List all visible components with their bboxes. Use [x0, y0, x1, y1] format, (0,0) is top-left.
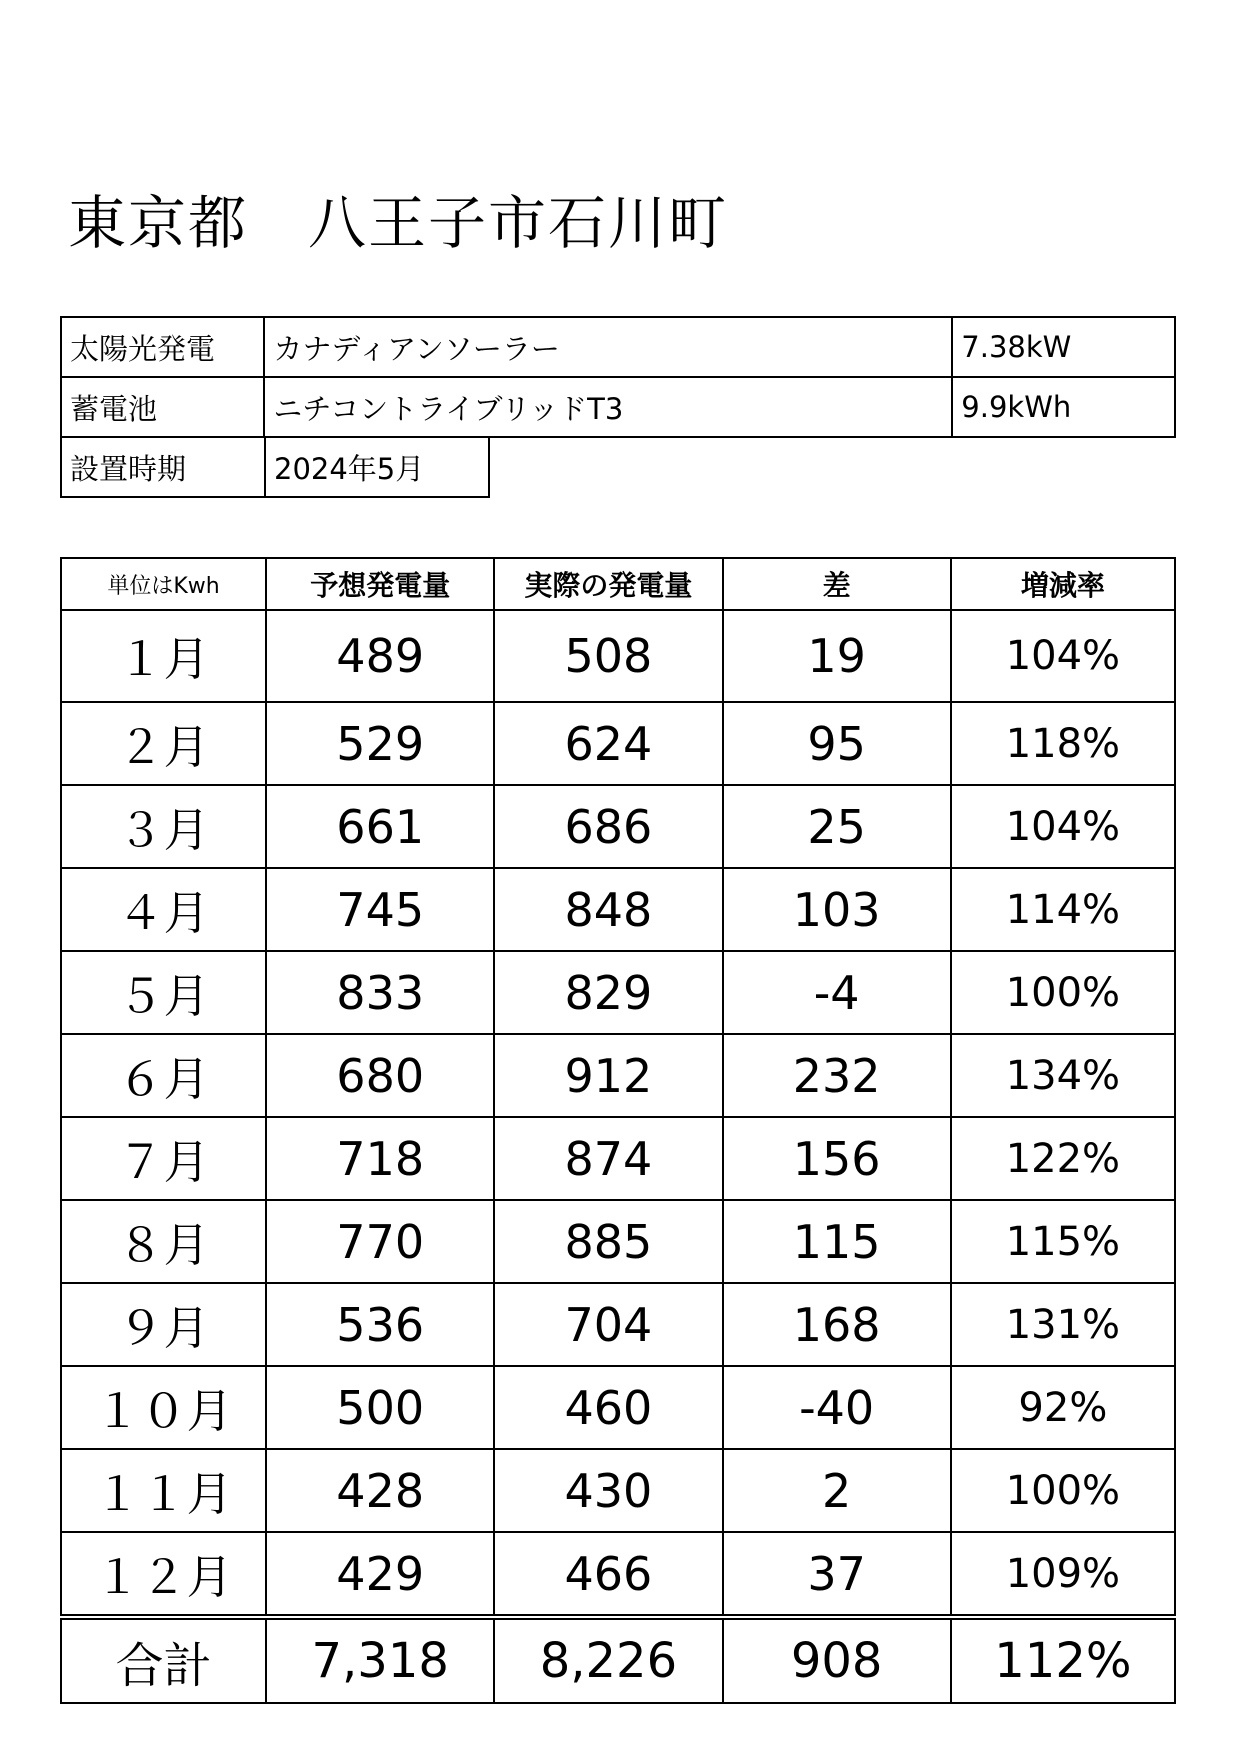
- battery-maker: ニチコントライブリッドT3: [264, 377, 952, 437]
- expected-cell: 529: [266, 702, 494, 785]
- diff-cell: -4: [723, 951, 951, 1034]
- month-cell: ８月: [61, 1200, 266, 1283]
- rate-cell: 92%: [951, 1366, 1175, 1449]
- expected-cell: 745: [266, 868, 494, 951]
- solar-capacity: 7.38kW: [952, 317, 1175, 377]
- expected-cell: 536: [266, 1283, 494, 1366]
- actual-cell: 466: [494, 1532, 722, 1617]
- install-row: [61, 437, 489, 497]
- table-row: [61, 1283, 1175, 1366]
- actual-cell: 686: [494, 785, 722, 868]
- rate-cell: 131%: [951, 1283, 1175, 1366]
- expected-cell: 833: [266, 951, 494, 1034]
- actual-cell: 508: [494, 610, 722, 702]
- total-expected: 7,318: [266, 1617, 494, 1703]
- total-actual: 8,226: [494, 1617, 722, 1703]
- header-actual: 実際の発電量: [494, 558, 722, 610]
- expected-cell: 489: [266, 610, 494, 702]
- rate-cell: 122%: [951, 1117, 1175, 1200]
- header-unit: 単位はKwh: [61, 558, 266, 610]
- battery-capacity: 9.9kWh: [952, 377, 1175, 437]
- table-row: [61, 1449, 1175, 1532]
- expected-cell: 770: [266, 1200, 494, 1283]
- diff-cell: 168: [723, 1283, 951, 1366]
- rate-cell: 100%: [951, 951, 1175, 1034]
- install-label: 設置時期: [61, 437, 265, 497]
- actual-cell: 874: [494, 1117, 722, 1200]
- month-cell: ４月: [61, 868, 266, 951]
- page-title: 東京都 八王子市石川町: [68, 189, 729, 257]
- install-table: [60, 436, 490, 498]
- header-expected: 予想発電量: [266, 558, 494, 610]
- month-cell: １２月: [61, 1532, 266, 1617]
- table-header: [61, 558, 1175, 610]
- month-cell: ６月: [61, 1034, 266, 1117]
- expected-cell: 718: [266, 1117, 494, 1200]
- diff-cell: 103: [723, 868, 951, 951]
- system-info-table: [60, 316, 1176, 438]
- expected-cell: 680: [266, 1034, 494, 1117]
- total-label: 合計: [61, 1617, 266, 1703]
- rate-cell: 100%: [951, 1449, 1175, 1532]
- diff-cell: 2: [723, 1449, 951, 1532]
- rate-cell: 134%: [951, 1034, 1175, 1117]
- generation-table: [60, 557, 1176, 1704]
- total-rate: 112%: [951, 1617, 1175, 1703]
- expected-cell: 428: [266, 1449, 494, 1532]
- actual-cell: 460: [494, 1366, 722, 1449]
- header-rate: 増減率: [951, 558, 1175, 610]
- actual-cell: 430: [494, 1449, 722, 1532]
- rate-cell: 115%: [951, 1200, 1175, 1283]
- table-row: [61, 702, 1175, 785]
- total-row: [61, 1617, 1175, 1703]
- month-cell: １月: [61, 610, 266, 702]
- battery-row: [61, 377, 1175, 437]
- table-row: [61, 610, 1175, 702]
- diff-cell: 232: [723, 1034, 951, 1117]
- month-cell: ５月: [61, 951, 266, 1034]
- rate-cell: 104%: [951, 610, 1175, 702]
- month-cell: ２月: [61, 702, 266, 785]
- diff-cell: -40: [723, 1366, 951, 1449]
- actual-cell: 848: [494, 868, 722, 951]
- table-row: [61, 1117, 1175, 1200]
- battery-label: 蓄電池: [61, 377, 264, 437]
- rate-cell: 104%: [951, 785, 1175, 868]
- expected-cell: 429: [266, 1532, 494, 1617]
- rate-cell: 109%: [951, 1532, 1175, 1617]
- solar-label: 太陽光発電: [61, 317, 264, 377]
- expected-cell: 661: [266, 785, 494, 868]
- rate-cell: 118%: [951, 702, 1175, 785]
- month-cell: ７月: [61, 1117, 266, 1200]
- table-row: [61, 868, 1175, 951]
- diff-cell: 156: [723, 1117, 951, 1200]
- table-row: [61, 1034, 1175, 1117]
- month-cell: １０月: [61, 1366, 266, 1449]
- diff-cell: 95: [723, 702, 951, 785]
- table-row: [61, 1532, 1175, 1617]
- diff-cell: 19: [723, 610, 951, 702]
- month-cell: １１月: [61, 1449, 266, 1532]
- table-row: [61, 1366, 1175, 1449]
- actual-cell: 829: [494, 951, 722, 1034]
- table-row: [61, 785, 1175, 868]
- expected-cell: 500: [266, 1366, 494, 1449]
- actual-cell: 885: [494, 1200, 722, 1283]
- total-diff: 908: [723, 1617, 951, 1703]
- actual-cell: 912: [494, 1034, 722, 1117]
- actual-cell: 624: [494, 702, 722, 785]
- install-value: 2024年5月: [265, 437, 489, 497]
- table-row: [61, 951, 1175, 1034]
- header-diff: 差: [723, 558, 951, 610]
- month-cell: ９月: [61, 1283, 266, 1366]
- actual-cell: 704: [494, 1283, 722, 1366]
- diff-cell: 25: [723, 785, 951, 868]
- month-cell: ３月: [61, 785, 266, 868]
- diff-cell: 115: [723, 1200, 951, 1283]
- solar-maker: カナディアンソーラー: [264, 317, 952, 377]
- table-row: [61, 1200, 1175, 1283]
- rate-cell: 114%: [951, 868, 1175, 951]
- diff-cell: 37: [723, 1532, 951, 1617]
- solar-row: [61, 317, 1175, 377]
